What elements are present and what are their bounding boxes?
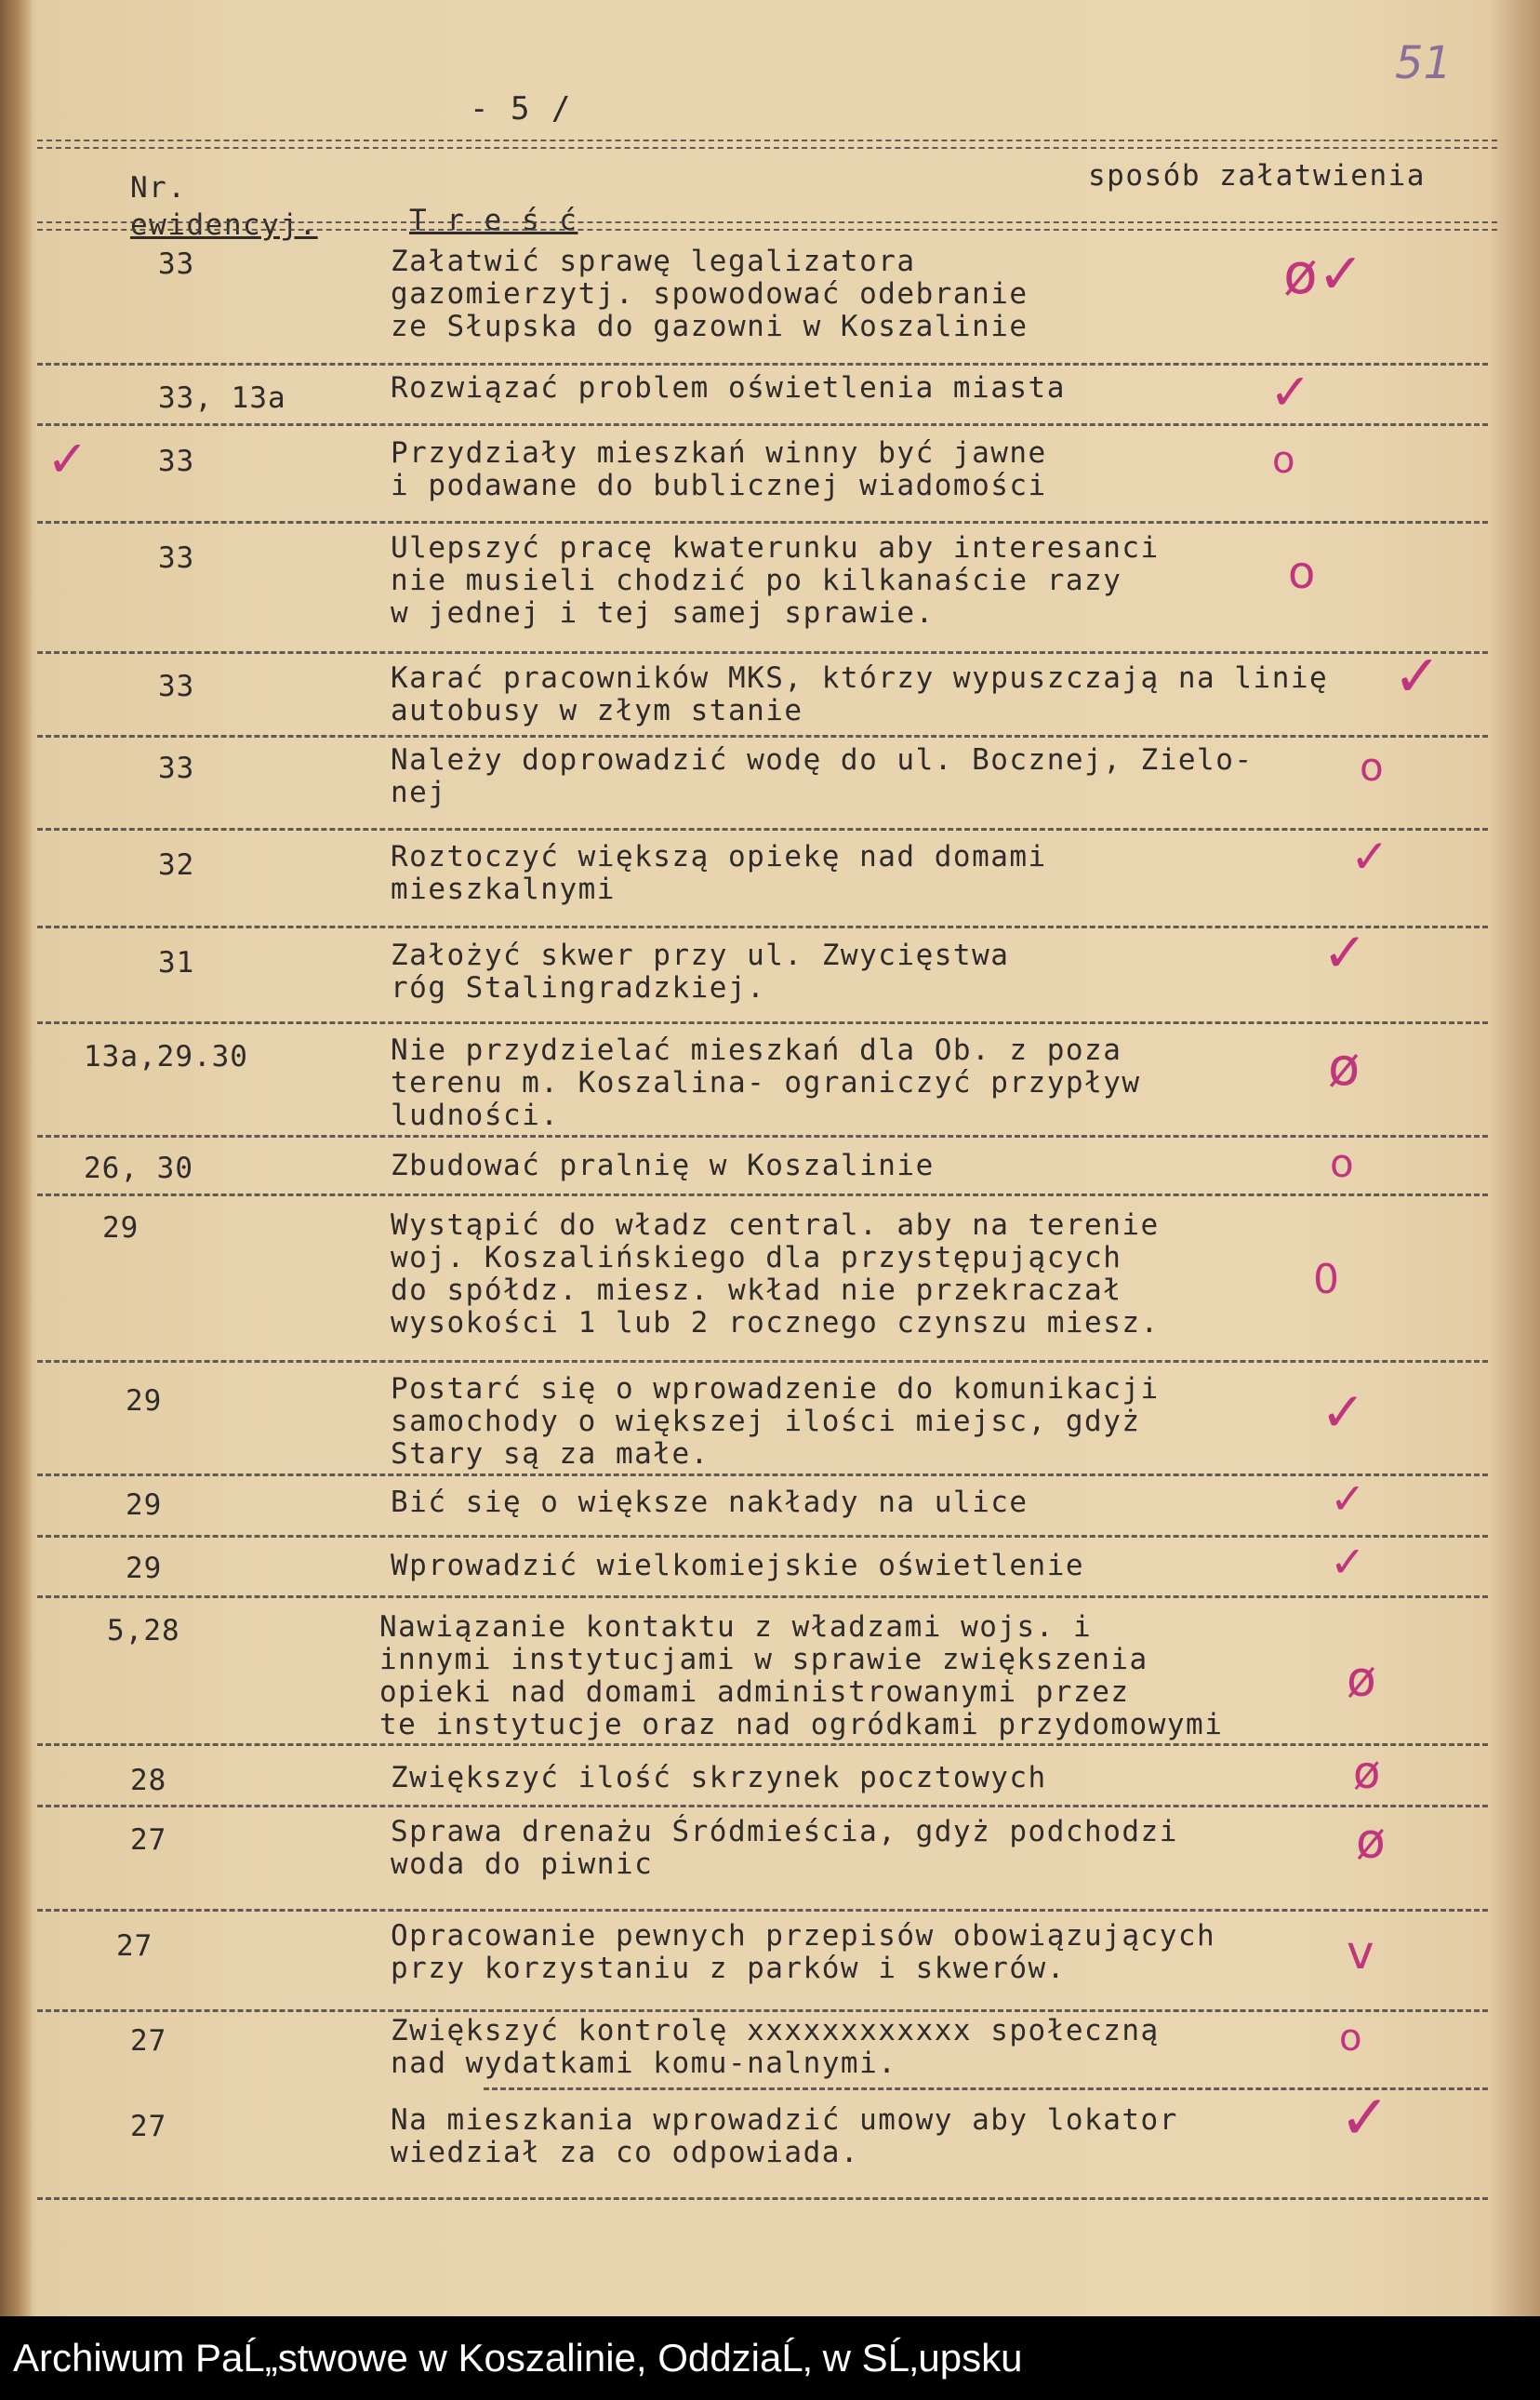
- row-4-text: Ulepszyć pracę kwaterunku aby interesanci nie musieli chodzić po kilkanaście razy w jednej i tej samej sprawie.: [391, 531, 1160, 630]
- row-5-nr: 33: [158, 670, 195, 703]
- row-2-text: Rozwiązać problem oświetlenia miasta: [391, 371, 1066, 405]
- row-16-text: Zwiększyć ilość skrzynek pocztowych: [391, 1761, 1047, 1794]
- row-12-nr: 29: [126, 1384, 163, 1418]
- row-divider: [37, 1535, 1488, 1538]
- row-20-nr: 27: [130, 2110, 167, 2143]
- row-7-text: Roztoczyć większą opiekę nad domami mieszkalnymi: [391, 840, 1047, 906]
- row-3-text: Przydziały mieszkań winny być jawne i podawane do bublicznej wiadomości: [391, 436, 1047, 502]
- row-divider: [37, 1473, 1488, 1476]
- row-6-text: Należy doprowadzić wodę do ul. Bocznej, Zielo- nej: [391, 743, 1254, 809]
- header-rule-top: [37, 140, 1497, 149]
- page-number: - 5 /: [470, 90, 572, 127]
- row-20-text: Na mieszkania wprowadzić umowy aby lokator wiedział za co odpowiada.: [391, 2103, 1178, 2169]
- row-divider: [37, 651, 1488, 654]
- row-14-nr: 29: [126, 1552, 163, 1585]
- column-header-nr: Nr.: [130, 171, 187, 205]
- row-1-text: Załatwić sprawę legalizatora gazomierzytj. spowodować odebranie ze Słupska do gazowni w Koszalinie: [391, 245, 1029, 343]
- row-11-nr: 29: [102, 1211, 139, 1245]
- folio-number: 51: [1395, 37, 1453, 89]
- row-5-check-mark: ✓: [1393, 642, 1441, 710]
- binding-edge: [0, 0, 32, 2316]
- row-4-circle-mark: o: [1288, 547, 1316, 599]
- row-divider: [37, 423, 1488, 426]
- row-1-check-mark: ø✓: [1283, 242, 1364, 307]
- row-14-text: Wprowadzić wielkomiejskie oświetlenie: [391, 1549, 1085, 1582]
- row-15-nr: 5,28: [107, 1614, 180, 1647]
- row-divider: [37, 2197, 1488, 2200]
- row-17-mark: ø: [1356, 1814, 1386, 1870]
- row-8-nr: 31: [158, 946, 195, 980]
- row-17-text: Sprawa drenażu Śródmieścia, gdyż podchodzi woda do piwnic: [391, 1815, 1178, 1881]
- row-2-check-mark: ✓: [1269, 363, 1312, 421]
- row-6-circle-mark: o: [1360, 744, 1384, 790]
- row-4-nr: 33: [158, 541, 195, 575]
- row-10-text: Zbudować pralnię w Koszalinie: [391, 1149, 935, 1182]
- row-divider: [37, 1743, 1488, 1746]
- margin-check-mark: ✓: [46, 430, 89, 488]
- row-1-nr: 33: [158, 247, 195, 281]
- row-divider: [484, 2087, 1488, 2090]
- row-11-text: Wystąpić do władz central. aby na terenie woj. Koszalińskiego dla przystępujących do spółdz. miesz. wkład nie przekraczał wysokości 1 lub 2 rocznego czynszu miesz.: [391, 1208, 1160, 1340]
- row-12-check-mark: ✓: [1321, 1380, 1366, 1444]
- row-19-nr: 27: [130, 2024, 167, 2058]
- row-16-nr: 28: [130, 1764, 167, 1797]
- row-19-circle-mark: o: [1339, 2017, 1362, 2060]
- column-header-tresc: T r e ś ć: [409, 204, 578, 237]
- row-18-mark: v: [1347, 1926, 1374, 1980]
- row-divider: [37, 1360, 1488, 1363]
- row-divider: [37, 1595, 1488, 1598]
- row-18-nr: 27: [116, 1929, 153, 1963]
- row-9-mark: ø: [1328, 1037, 1361, 1098]
- row-19-text: Zwiększyć kontrolę xxxxxxxxxxxx społeczną nad wydatkami komu-nalnymi.: [391, 2014, 1160, 2080]
- row-16-mark: ø: [1353, 1747, 1381, 1799]
- column-header-ewidencyj: ewidencyj.: [130, 208, 318, 242]
- row-divider: [37, 828, 1488, 831]
- row-3-circle-mark: o: [1272, 439, 1295, 482]
- row-17-nr: 27: [130, 1823, 167, 1857]
- archive-footer: Archiwum PaĹ„stwowe w Koszalinie, OddziaĹ‚ w SĹ‚upsku: [0, 2316, 1540, 2400]
- row-15-text: Nawiązanie kontaktu z władzami wojs. i innymi instytucjami w sprawie zwiększenia opieki nad domami administrowanymi przez te instytucje oraz nad ogródkami przydomowymi: [379, 1610, 1224, 1741]
- row-10-circle-mark: o: [1330, 1140, 1354, 1186]
- header-rule-bottom: [37, 221, 1497, 231]
- row-divider: [37, 735, 1488, 738]
- row-divider: [37, 2009, 1488, 2012]
- row-9-text: Nie przydzielać mieszkań dla Ob. z poza terenu m. Koszalina- ograniczyć przypływ ludności.: [391, 1033, 1141, 1132]
- row-divider: [37, 926, 1488, 928]
- row-divider: [37, 1021, 1488, 1024]
- row-7-nr: 32: [158, 848, 195, 882]
- row-divider: [37, 1135, 1488, 1138]
- row-divider: [37, 1805, 1488, 1807]
- row-6-nr: 33: [158, 752, 195, 785]
- row-12-text: Postarć się o wprowadzenie do komunikacji samochody o większej ilości miejsc, gdyż Stary są za małe.: [391, 1372, 1160, 1471]
- row-14-check-mark: ✓: [1330, 1537, 1366, 1587]
- row-7-check-mark: ✓: [1350, 830, 1389, 884]
- row-divider: [37, 1909, 1488, 1912]
- row-9-nr: 13a,29.30: [84, 1040, 248, 1073]
- column-header-sposob: sposób załatwienia: [1088, 159, 1426, 193]
- row-18-text: Opracowanie pewnych przepisów obowiązujących przy korzystaniu z parków i skwerów.: [391, 1919, 1216, 1985]
- row-8-text: Założyć skwer przy ul. Zwycięstwa róg Stalingradzkiej.: [391, 939, 1010, 1005]
- row-11-circle-mark: 0: [1313, 1256, 1339, 1303]
- row-divider: [37, 521, 1488, 524]
- row-10-nr: 26, 30: [84, 1152, 193, 1185]
- row-15-mark: ø: [1347, 1652, 1376, 1708]
- row-8-check-mark: ✓: [1322, 921, 1368, 984]
- row-13-text: Bić się o większe nakłady na ulice: [391, 1486, 1029, 1519]
- row-3-nr: 33: [158, 445, 195, 478]
- row-divider: [37, 1193, 1488, 1196]
- row-5-text: Karać pracowników MKS, którzy wypuszczają na linię autobusy w złym stanie: [391, 661, 1329, 727]
- row-2-nr: 33, 13a: [158, 381, 286, 415]
- row-20-check-mark: ✓: [1339, 2082, 1391, 2153]
- row-13-nr: 29: [126, 1488, 163, 1522]
- row-13-check-mark: ✓: [1330, 1473, 1366, 1524]
